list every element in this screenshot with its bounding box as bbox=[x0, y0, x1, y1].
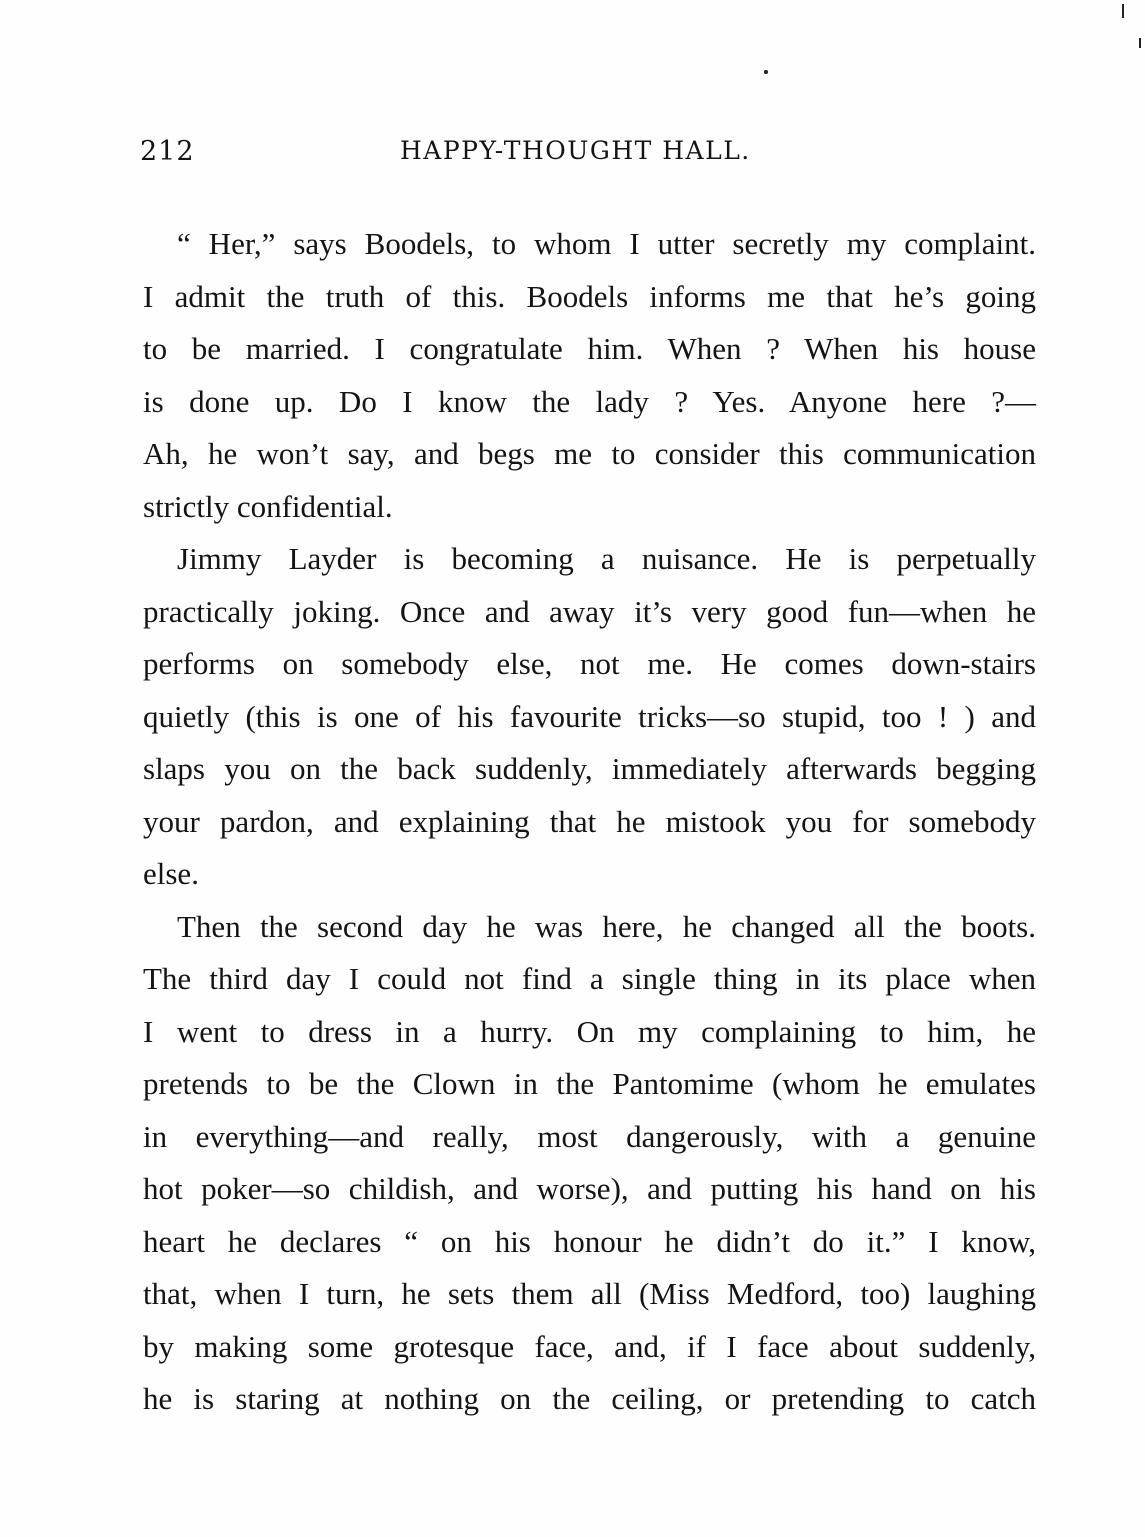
text-line: performs on somebody else, not me. He comes down-stairs bbox=[143, 646, 1036, 681]
text-line: else. bbox=[143, 856, 199, 891]
text-line: by making some grotesque face, and, if I face about suddenly, bbox=[143, 1328, 1036, 1364]
paragraph-1 bbox=[143, 218, 1036, 533]
paragraph-3 bbox=[143, 901, 1036, 1426]
text-line: Ah, he won’t say, and begs me to consider this communication bbox=[143, 436, 1036, 471]
text-line: that, when I turn, he sets them all (Miss Medford, too) laughing bbox=[143, 1276, 1036, 1311]
text-line: Jimmy Layder is becoming a nuisance. He is perpetually bbox=[177, 541, 1036, 576]
text-line: pretends to be the Clown in the Pantomime (whom he emulates bbox=[143, 1066, 1036, 1101]
text-line: “ Her,” says Boodels, to whom I utter secretly my complaint. bbox=[177, 226, 1036, 261]
text-line: heart he declares “ on his honour he didn’t do it.” I know, bbox=[143, 1223, 1036, 1259]
text-line: in everything—and really, most dangerously, with a genuine bbox=[143, 1118, 1036, 1154]
print-speck bbox=[1122, 4, 1124, 18]
text-line: I admit the truth of this. Boodels informs me that he’s going bbox=[143, 278, 1036, 314]
paragraph-2 bbox=[143, 533, 1036, 901]
text-line: to be married. I congratulate him. When ? When his house bbox=[143, 331, 1036, 366]
text-line: practically joking. Once and away it’s very good fun—when he bbox=[143, 593, 1036, 629]
text-line: he is staring at nothing on the ceiling, or pretending to catch bbox=[143, 1381, 1036, 1416]
text-line: your pardon, and explaining that he mistook you for somebody bbox=[143, 803, 1036, 839]
print-speck bbox=[764, 70, 768, 74]
running-head: HAPPY-THOUGHT HALL. bbox=[400, 136, 751, 165]
print-speck bbox=[1139, 38, 1141, 48]
page-header bbox=[140, 136, 1035, 176]
page-number: 212 bbox=[140, 136, 195, 167]
text-line: strictly confidential. bbox=[143, 488, 393, 524]
body-text bbox=[143, 218, 1036, 1426]
text-line: The third day I could not find a single thing in its place when bbox=[143, 961, 1036, 996]
text-line: slaps you on the back suddenly, immediately afterwards begging bbox=[143, 751, 1036, 786]
text-line: Then the second day he was here, he changed all the boots. bbox=[177, 908, 1036, 944]
text-line: hot poker—so childish, and worse), and putting his hand on his bbox=[143, 1171, 1036, 1206]
text-line: is done up. Do I know the lady ? Yes. Anyone here ?— bbox=[143, 383, 1036, 419]
text-line: quietly (this is one of his favourite tricks—so stupid, too ! ) and bbox=[143, 698, 1036, 734]
text-line: I went to dress in a hurry. On my complaining to him, he bbox=[143, 1013, 1036, 1049]
